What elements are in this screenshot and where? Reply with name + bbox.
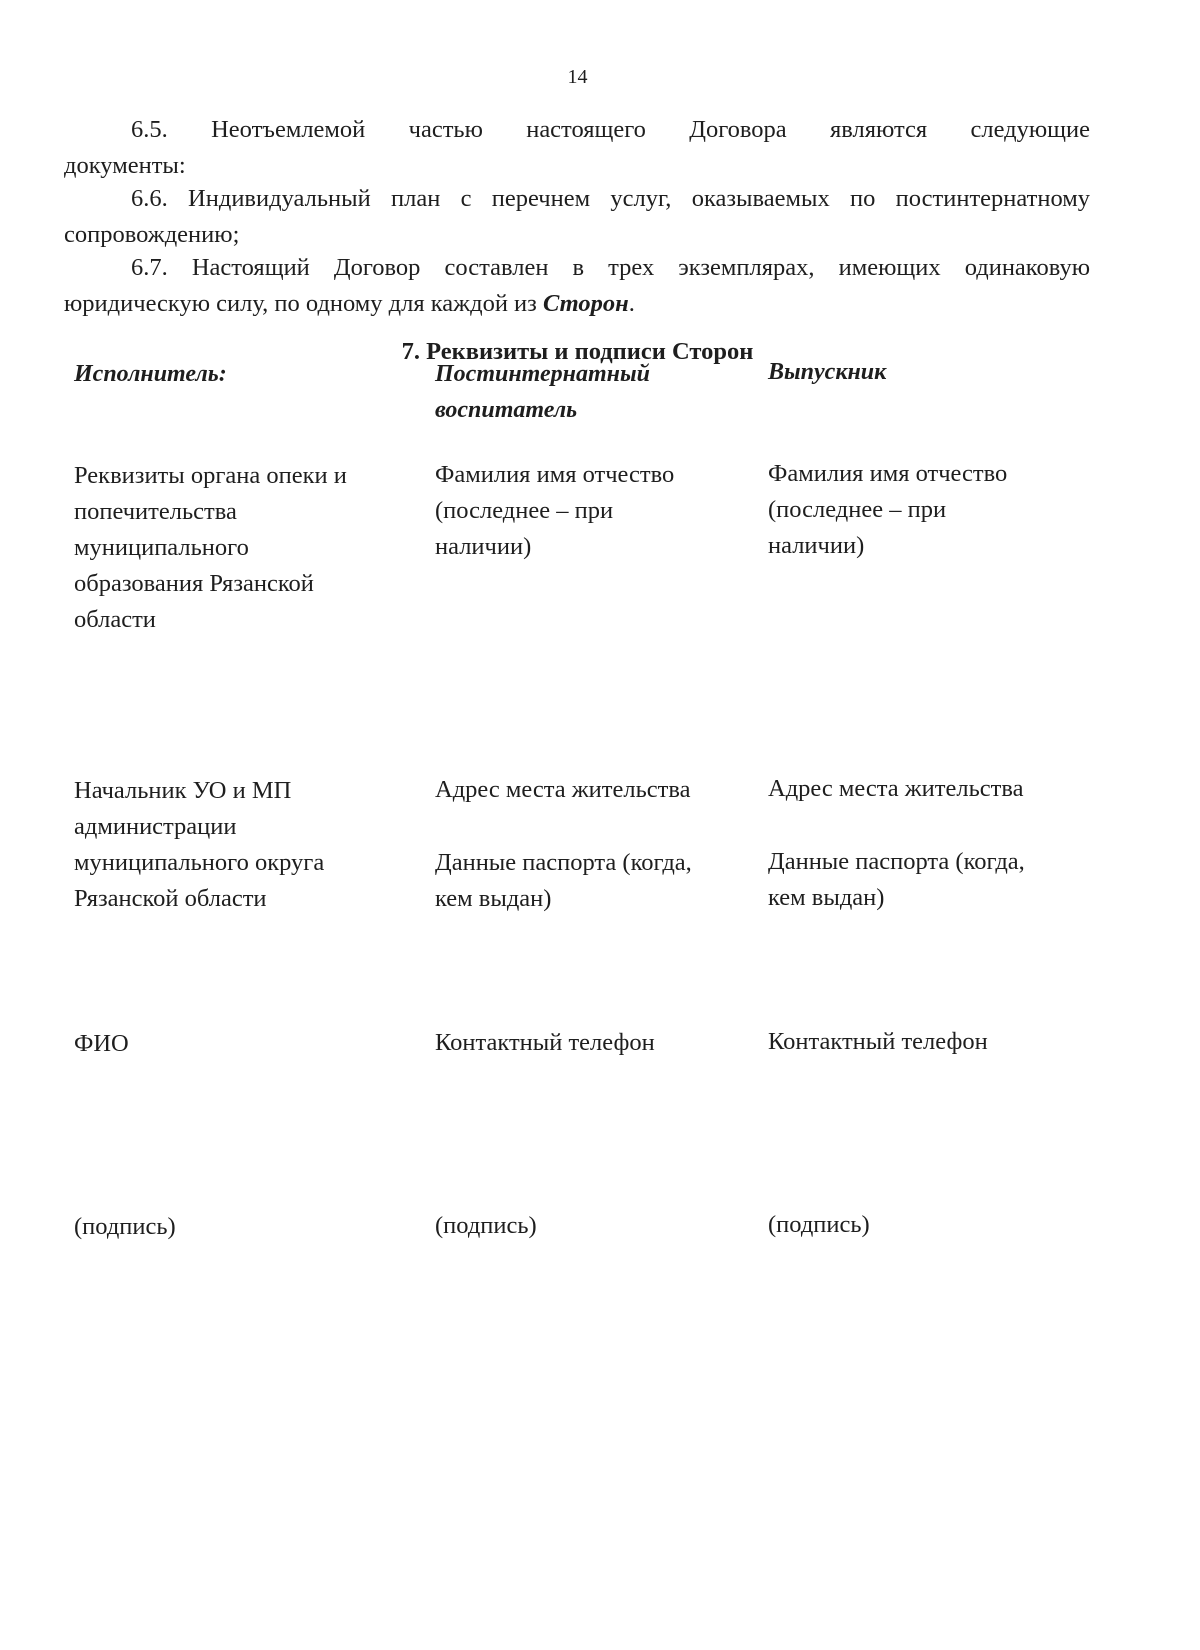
educator-name-line: (последнее – при bbox=[435, 497, 614, 524]
executor-head-line: муниципального округа bbox=[74, 849, 325, 876]
column-header-educator bbox=[435, 356, 650, 428]
page-number: 14 bbox=[567, 66, 588, 88]
paragraph-6-7-text: юридическую силу, по одному для каждой из bbox=[64, 290, 543, 317]
paragraph-6-5 bbox=[64, 112, 1090, 148]
paragraph-6-5-cont bbox=[64, 148, 1090, 184]
section-heading: 7. Реквизиты и подписи Сторон bbox=[401, 338, 754, 365]
column-header-graduate: Выпускник bbox=[768, 359, 887, 385]
executor-details-line: области bbox=[74, 606, 156, 633]
paragraph-6-6-cont bbox=[64, 217, 1090, 253]
column-header-educator-line-2: воспитатель bbox=[435, 397, 578, 423]
graduate-name-line: Фамилия имя отчество bbox=[768, 460, 1008, 487]
graduate-name-line: (последнее – при bbox=[768, 496, 947, 523]
executor-signature: (подпись) bbox=[74, 1213, 176, 1240]
paragraph-6-6 bbox=[64, 181, 1090, 217]
paragraph-6-7-cont bbox=[64, 286, 1090, 322]
executor-head-line: Рязанской области bbox=[74, 885, 267, 912]
executor-details bbox=[74, 458, 384, 638]
graduate-passport-field bbox=[768, 844, 1078, 916]
paragraph-6-5-line-1: 6.5. Неотъемлемой частью настоящего Договора являются следующие bbox=[131, 116, 1090, 143]
executor-head bbox=[74, 773, 384, 917]
paragraph-6-6-line-1: 6.6. Индивидуальный план с перечнем услуг, оказываемых по постинтернатному bbox=[131, 185, 1090, 212]
graduate-address-field: Адрес места жительства bbox=[768, 775, 1024, 802]
educator-phone-field: Контактный телефон bbox=[435, 1029, 655, 1056]
executor-head-line: Начальник УО и МП bbox=[74, 777, 292, 804]
executor-details-line: образования Рязанской bbox=[74, 570, 314, 597]
graduate-passport-line: кем выдан) bbox=[768, 884, 885, 911]
graduate-phone-field: Контактный телефон bbox=[768, 1028, 988, 1055]
educator-signature: (подпись) bbox=[435, 1212, 537, 1239]
executor-full-name-field: ФИО bbox=[74, 1030, 129, 1057]
executor-head-line: администрации bbox=[74, 813, 237, 840]
graduate-name-line: наличии) bbox=[768, 532, 865, 559]
paragraph-6-7-period: . bbox=[628, 290, 635, 317]
graduate-passport-line: Данные паспорта (когда, bbox=[768, 848, 1025, 875]
paragraph-6-6-line-2: сопровождению; bbox=[64, 221, 240, 248]
executor-details-line: попечительства bbox=[74, 498, 237, 525]
educator-name-field bbox=[435, 457, 745, 565]
paragraph-6-7-line-1: 6.7. Настоящий Договор составлен в трех экземплярах, имеющих одинаковую bbox=[131, 254, 1090, 281]
paragraph-6-7-line-2 bbox=[64, 286, 1090, 322]
paragraph-6-7 bbox=[64, 250, 1090, 286]
parties-emphasis: Сторон bbox=[542, 290, 629, 317]
educator-name-line: Фамилия имя отчество bbox=[435, 461, 675, 488]
educator-passport-field bbox=[435, 845, 745, 917]
graduate-name-field bbox=[768, 456, 1078, 564]
graduate-signature: (подпись) bbox=[768, 1211, 870, 1238]
educator-passport-line: Данные паспорта (когда, bbox=[435, 849, 692, 876]
educator-passport-line: кем выдан) bbox=[435, 885, 552, 912]
column-header-educator-line-1: Постинтернатный bbox=[435, 361, 650, 387]
educator-address-field: Адрес места жительства bbox=[435, 776, 691, 803]
column-header-executor: Исполнитель: bbox=[74, 361, 227, 387]
educator-name-line: наличии) bbox=[435, 533, 532, 560]
executor-details-line: Реквизиты органа опеки и bbox=[74, 462, 347, 489]
executor-details-line: муниципального bbox=[74, 534, 249, 561]
paragraph-6-5-line-2: документы: bbox=[64, 152, 186, 179]
